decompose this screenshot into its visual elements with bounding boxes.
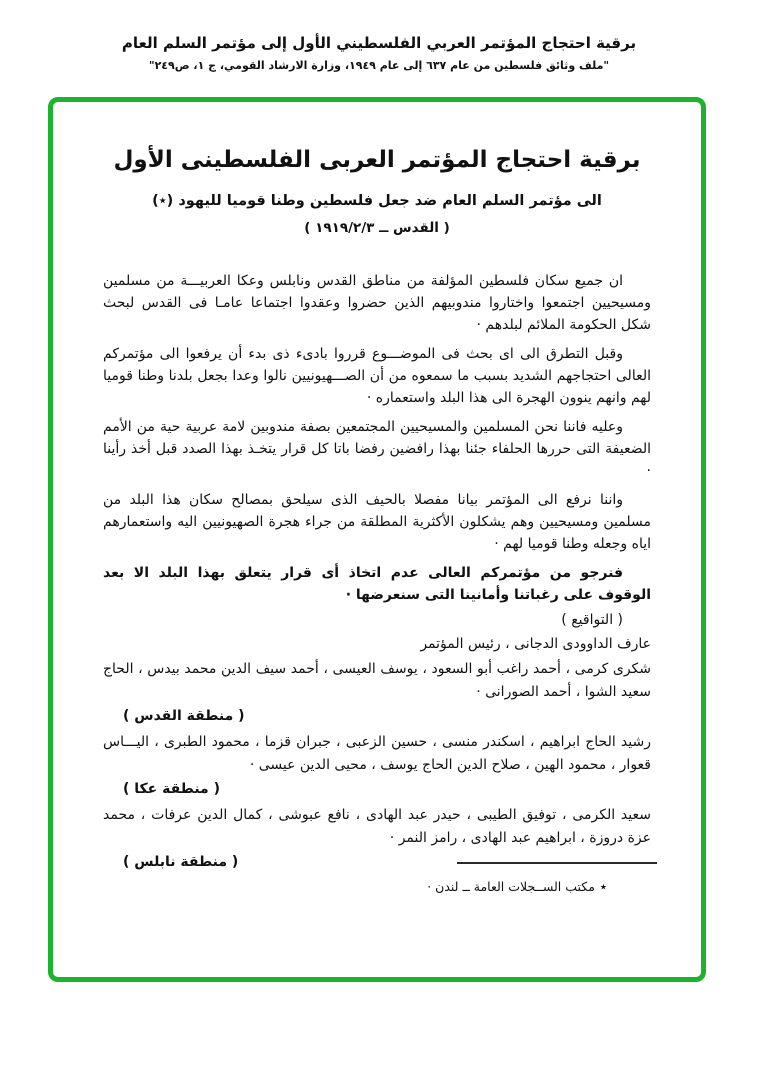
signatures-heading: ( التواقيع ) [561,612,623,628]
signature-group-acre: رشيد الحاج ابراهيم ، اسكندر منسى ، حسين الزعبى ، جبران قزما ، محمود الطبرى ، اليـــاس قعوار ، محمود الهين ، صلاح الدين الحاج يوسف ، محيى الدين عيسى · [103,734,651,773]
footnote-text: مكتب الســجلات العامة ــ لندن · [427,879,595,894]
footnote-star-icon: ٭ [599,880,607,895]
signature-group-jerusalem: شكرى كرمى ، أحمد راغب أبو السعود ، يوسف العيسى ، أحمد سيف الدين محمد بيدس ، الحاج سعيد الشوا ، أحمد الصورانى · [103,661,651,700]
body-paragraph-4: واننا نرفع الى المؤتمر بيانا مفصلا بالحيف الذى سيلحق بمصالح سكان هذا البلد من مسلمين ومسيحيين وهم يشكلون الأكثرية المطلقة من جراء هجرة الصهيونيين اليه واستعمارهم اياه وجعله وطنا قوميا لهم · [103,492,651,552]
region-label-jerusalem: ( منطقة القدس ) [123,708,245,724]
body-paragraph-3: وعليه فاننا نحن المسلمين والمسيحيين المجتمعين بصفة مندوبين لامة عربية حية من الأمم الضعيفة التى حررها الحلفاء جئنا بهذا رافضين رفضا باتا كل قرار يتخـذ بهذا الصدد قبل أخذ رأينا · [103,419,651,479]
document-dateline: ( القدس ــ ١٩١٩/٢/٣ ) [304,220,450,236]
body-paragraph-2: وقبل التطرق الى اى بحث فى الموضـــوع قرروا بادىء ذى بدء أن يرفعوا الى مؤتمركم العالى احتجاجهم الشديد بسبب ما سمعوه من أن الصـــهيونيين نالوا وعدا بجعل بلدنا وطنا قوميا لهم وانهم ينوون الهجرة الى هذا البلد واستعماره · [103,346,651,406]
signature-president-line: عارف الداوودى الدجانى ، رئيس المؤتمر [420,636,651,652]
body-paragraph-1: ان جميع سكان فلسطين المؤلفة من مناطق القدس ونابلس وعكا العربيـــة من مسلمين ومسيحيين اجتمعوا واختاروا مندوبيهم الذين حضروا وعقدوا اجتماعا عامـا فى القدس لبحث شكل الحكومة الملائم لبلدهم · [103,273,651,333]
document-subtitle: الى مؤتمر السلم العام ضد جعل فلسطين وطنا قوميا لليهود (٭) [152,193,602,209]
region-label-nablus: ( منطقة نابلس ) [123,854,239,870]
signature-group-nablus: سعيد الكرمى ، توفيق الطيبى ، حيدر عبد الهادى ، نافع عبوشى ، كمال الدين عرفات ، محمد عزة دروزة ، ابراهيم عبد الهادى ، رامز النمر · [103,807,651,846]
page-header-source-citation: "ملف وثائق فلسطين من عام ٦٣٧ إلى عام ١٩٤٩، وزارة الارشاد القومي، ج ١، ص٢٤٩" [148,59,610,72]
page-header-title: برقية احتجاج المؤتمر العربي الفلسطيني الأول إلى مؤتمر السلم العام [121,34,637,52]
document-frame [48,97,706,982]
footnote [103,878,651,897]
page-header [0,34,758,72]
region-label-acre: ( منطقة عكا ) [123,781,220,797]
closing-request-paragraph: فنرجو من مؤتمركم العالى عدم اتخاذ أى قرار يتعلق بهذا البلد الا بعد الوقوف على رغباتنا وأمانينا التى سنعرضها · [103,565,651,603]
document-title: برقية احتجاج المؤتمر العربى الفلسطينى الأول [113,147,641,173]
footnote-separator-rule [457,862,657,864]
document-body [103,270,651,897]
